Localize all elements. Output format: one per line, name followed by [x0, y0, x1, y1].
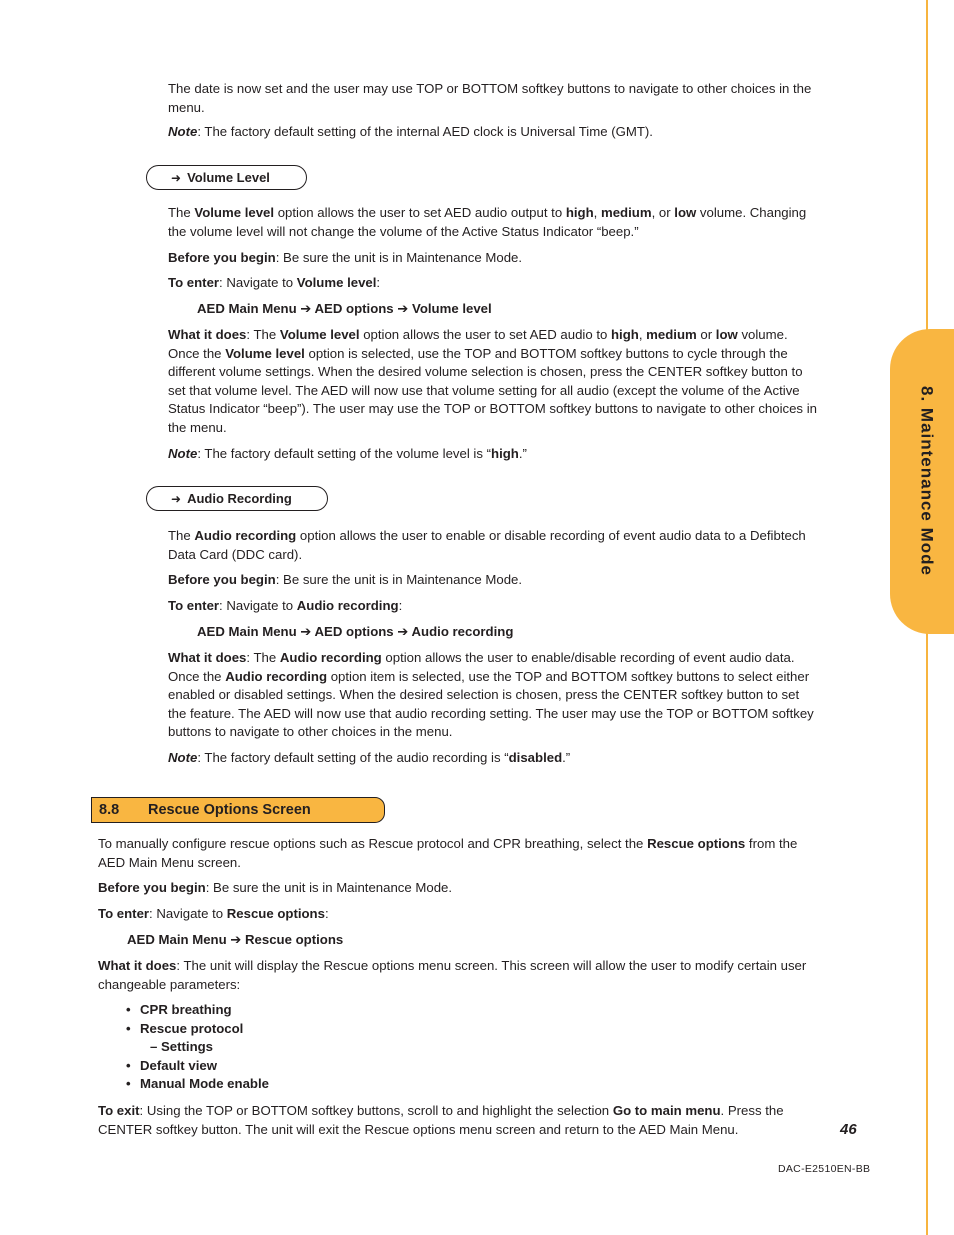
- intro-note: [168, 123, 818, 142]
- text-run: option allows the user to enable or disable recording of event audio data to a Defibtech Data Card (DDC card).: [168, 528, 806, 562]
- enter-label: To enter: [168, 275, 220, 290]
- text-run: from the AED Main Menu screen.: [98, 836, 798, 870]
- note-label: Note: [168, 124, 198, 140]
- rescue-what: [98, 957, 818, 994]
- rescue-enter: [98, 905, 818, 924]
- text-run: option allows the user to enable/disable recording of event audio data. Once the: [168, 650, 795, 684]
- rescue-intro-paragraph: [98, 835, 818, 872]
- rescue-parameter-list: [126, 1001, 269, 1094]
- before-label: Before you begin: [168, 250, 276, 265]
- text-run: The: [168, 205, 195, 220]
- document-id: DAC-E2510EN-BB: [778, 1163, 871, 1175]
- bold-run: Audio recording: [225, 668, 328, 684]
- text-run: option allows the user to set AED audio output to: [274, 205, 566, 220]
- bold-run: medium: [646, 327, 697, 342]
- text-run: To manually configure rescue options such as Rescue protocol and CPR breathing, select the: [98, 836, 648, 851]
- list-item: • Default view: [126, 1057, 269, 1076]
- enter-text: : Navigate to: [219, 598, 297, 613]
- bold-run: Rescue options: [647, 836, 746, 851]
- text-run: option is selected, use the TOP and BOTTOM softkey buttons to cycle through the different volume settings. When the desired volume selection is chosen, press the CENTER softkey button to set that volume level. The AED will now use that volume setting for all audio (except the volume of the Active Status Indicator “beep”). The user may use the TOP or BOTTOM softkey buttons to navigate to other choices in the menu.: [168, 345, 817, 435]
- enter-end: :: [324, 906, 329, 921]
- volume-before: [168, 249, 818, 268]
- what-text: : The unit will display the Rescue options menu screen. This screen will allow the user to modify certain user changeable parameters:: [98, 958, 807, 992]
- audio-note: [168, 749, 818, 768]
- bold-run: high: [565, 205, 594, 220]
- audio-recording-heading: [146, 486, 328, 511]
- note-text: : The factory default setting of the audio recording is “: [197, 750, 509, 765]
- before-text: : Be sure the unit is in Maintenance Mode.: [275, 250, 523, 265]
- text-run: The: [168, 528, 195, 543]
- bold-run: high: [611, 327, 639, 342]
- text-run: volume. Changing the volume level will not change the volume of the Active Status Indicator “beep.”: [168, 205, 807, 239]
- enter-target: Volume level: [296, 275, 377, 290]
- list-item: • Rescue protocol: [126, 1020, 269, 1039]
- bold-run: Audio recording: [194, 528, 297, 543]
- what-label: What it does: [168, 327, 247, 342]
- before-text: : Be sure the unit is in Maintenance Mode.: [205, 880, 453, 895]
- exit-label: To exit: [98, 1103, 140, 1118]
- enter-end: :: [376, 275, 381, 290]
- audio-what-paragraph: [168, 649, 818, 742]
- rescue-intro: [98, 835, 818, 872]
- text-run: : The: [246, 650, 280, 665]
- text-run: : The: [246, 327, 280, 342]
- note-value: high: [491, 446, 519, 461]
- bold-run: Audio recording: [279, 650, 382, 665]
- chapter-tab-label: 8. Maintenance Mode: [917, 386, 937, 576]
- volume-enter: [168, 274, 818, 293]
- bold-run: Go to main menu: [612, 1103, 721, 1118]
- section-heading: [91, 797, 385, 823]
- arrow-right-icon: ➜: [171, 492, 182, 506]
- bold-run: medium: [601, 205, 652, 220]
- volume-what-paragraph: [168, 326, 818, 438]
- note-end: .”: [518, 446, 527, 461]
- audio-recording-heading-label: Audio Recording: [187, 491, 292, 506]
- enter-label: To enter: [98, 906, 150, 921]
- volume-menu-path: AED Main Menu ➔ AED options ➔ Volume level: [197, 301, 492, 316]
- enter-end: :: [398, 598, 403, 613]
- bold-run: Volume level: [279, 327, 360, 342]
- volume-level-heading: [146, 165, 307, 190]
- bold-run: Volume level: [194, 205, 275, 220]
- enter-text: : Navigate to: [149, 906, 227, 921]
- note-text: : The factory default setting of the internal AED clock is Universal Time (GMT).: [197, 124, 653, 140]
- audio-menu-path: AED Main Menu ➔ AED options ➔ Audio recording: [197, 624, 514, 639]
- bold-run: low: [715, 327, 738, 342]
- volume-what: [168, 326, 818, 438]
- enter-target: Rescue options: [226, 906, 325, 921]
- list-item: • CPR breathing: [126, 1001, 269, 1020]
- bold-run: low: [674, 205, 697, 220]
- text-run: ,: [593, 205, 601, 220]
- text-run: option item is selected, use the TOP and BOTTOM softkey buttons to select either enabled or disabled settings. When the desired selection is chosen, press the CENTER softkey button to set the feature. The AED will now use that audio recording setting. The user may use the TOP or BOTTOM softkey buttons to navigate to other choices in the menu.: [168, 668, 814, 740]
- before-label: Before you begin: [168, 572, 276, 587]
- volume-level-heading-label: Volume Level: [187, 170, 270, 185]
- enter-target: Audio recording: [296, 598, 399, 613]
- list-subitem: – Settings: [150, 1039, 214, 1055]
- volume-desc-paragraph: [168, 204, 818, 241]
- arrow-right-icon: ➜: [171, 171, 182, 185]
- rescue-exit-paragraph: [98, 1102, 798, 1139]
- rescue-menu-path: AED Main Menu ➔ Rescue options: [127, 932, 344, 947]
- text-run: ,: [638, 327, 647, 342]
- enter-text: : Navigate to: [219, 275, 297, 290]
- section-number: 8.8: [99, 802, 120, 818]
- what-label: What it does: [98, 958, 177, 973]
- rescue-exit: [98, 1102, 798, 1139]
- audio-before: [168, 571, 818, 590]
- text-run: option allows the user to set AED audio to: [359, 327, 611, 342]
- note-value: disabled: [508, 750, 563, 765]
- volume-note: [168, 445, 818, 464]
- before-label: Before you begin: [98, 880, 206, 895]
- audio-enter: [168, 597, 818, 616]
- audio-what: [168, 649, 818, 742]
- rescue-what-paragraph: [98, 957, 818, 994]
- rescue-before: [98, 879, 818, 898]
- page-number: 46: [840, 1121, 857, 1138]
- note-end: .”: [562, 750, 571, 765]
- text-run: or: [696, 327, 716, 342]
- audio-description: [168, 527, 818, 564]
- before-text: : Be sure the unit is in Maintenance Mode.: [275, 572, 523, 587]
- list-item: • Manual Mode enable: [126, 1075, 269, 1094]
- text-run: , or: [651, 205, 675, 220]
- text-run: volume. Once the: [168, 327, 788, 361]
- audio-desc-paragraph: [168, 527, 818, 564]
- volume-description: [168, 204, 818, 241]
- note-label: Note: [168, 750, 198, 765]
- text-run: : Using the TOP or BOTTOM softkey buttons, scroll to and highlight the selection: [139, 1103, 613, 1118]
- intro-paragraph: The date is now set and the user may use TOP or BOTTOM softkey buttons to navigate to other choices in the menu.: [168, 81, 812, 115]
- what-label: What it does: [168, 650, 247, 665]
- section-title: Rescue Options Screen: [148, 802, 311, 818]
- text-run: . Press the CENTER softkey button. The unit will exit the Rescue options menu screen and return to the AED Main Menu.: [98, 1103, 784, 1137]
- note-label: Note: [168, 446, 198, 461]
- bold-run: Volume level: [225, 345, 305, 361]
- enter-label: To enter: [168, 598, 220, 613]
- note-text: : The factory default setting of the volume level is “: [197, 446, 492, 461]
- intro-block: [168, 80, 818, 142]
